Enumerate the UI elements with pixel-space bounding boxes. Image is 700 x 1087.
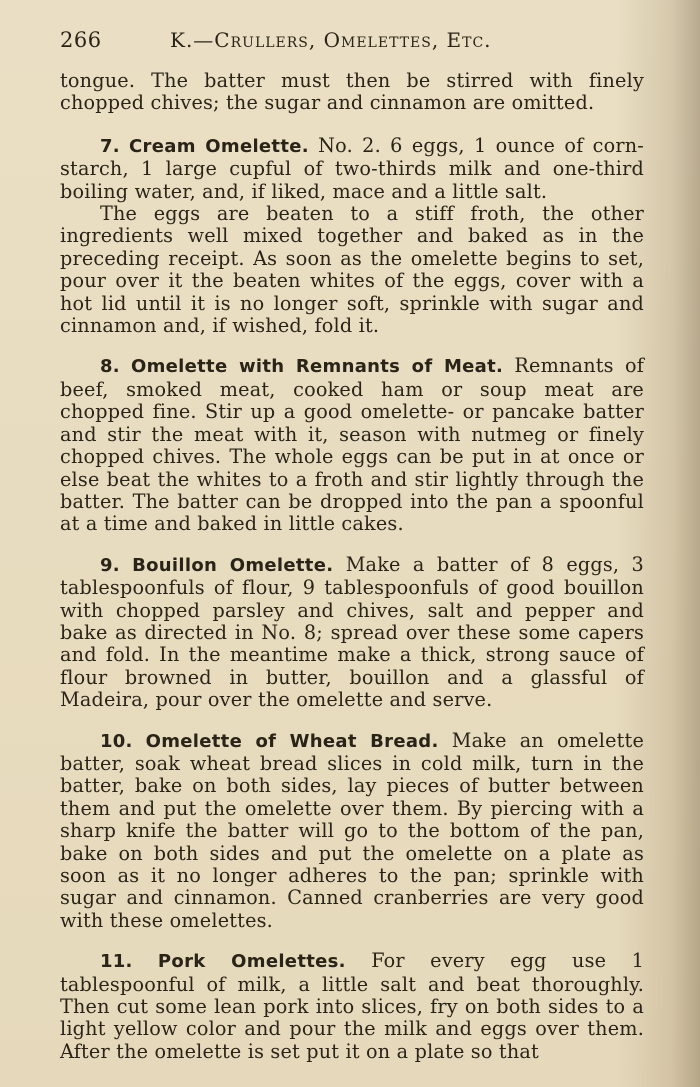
- recipe-7: [60, 135, 644, 338]
- recipe-text: Remnants of beef, smoked meat, cooked ham or soup meat are chopped fine. Stir up a good omelette- or pancake batter and stir the meat with it, season with nutmeg or finely chopped chives. The whole eggs can be put in at once or else beat the whites to a froth and stir lightly through the batter. The batter can be dropped into the pan a spoonful at a time and baked in little cakes.: [60, 354, 644, 536]
- intro-paragraph: tongue. The batter must then be stirred with finely chopped chives; the sugar and cinnamon are omitted.: [60, 69, 644, 115]
- recipe-body: The eggs are beaten to a stiff froth, the other ingredients well mixed together and baked as in the preceding receipt. As soon as the omelette begins to set, pour over it the beaten whites of the eggs, cover with a hot lid until it is no longer soft, sprinkle with sugar and cinnamon and, if wished, fold it.: [60, 202, 644, 338]
- recipe-title: Bouillon Omelette.: [132, 554, 334, 576]
- recipe-lead: [60, 730, 644, 933]
- recipe-lead: [60, 355, 644, 535]
- recipe-text: For every egg use 1 tablespoonful of milk, a little salt and beat thoroughly. Then cut some lean pork into slices, fry on both sides to a light yellow color and pour the milk and eggs over them. After the omelette is set put it on a plate so that: [60, 949, 645, 1063]
- recipe-text: No. 2. 6 eggs, 1 ounce of corn-starch, 1 large cupful of two-thirds milk and one-third boiling water, and, if liked, mace and a little salt.: [60, 133, 644, 203]
- recipe-11: [60, 950, 644, 1063]
- recipe-text: Make a batter of 8 eggs, 3 tablespoonfuls of flour, 9 tablespoonfuls of good bouillon with chopped parsley and chives, salt and pepper and bake as directed in No. 8; spread over these some capers and fold. In the meantime make a thick, strong sauce of flour browned in butter, bouillon and a glassful of Madeira, pour over the omelette and serve.: [60, 552, 644, 712]
- recipe-title: Pork Omelettes.: [157, 951, 346, 973]
- recipe-title: Omelette with Remnants of Meat.: [131, 356, 504, 378]
- recipe-number: 8.: [100, 356, 120, 378]
- recipe-title: Omelette of Wheat Bread.: [145, 730, 439, 752]
- recipe-9: [60, 554, 644, 712]
- page-header: [60, 28, 644, 52]
- recipe-number: 7.: [100, 135, 120, 157]
- running-head: K.—Crullers, Omelettes, Etc.: [170, 28, 492, 52]
- recipe-lead: [60, 950, 644, 1063]
- recipe-8: [60, 355, 644, 535]
- recipe-number: 11.: [100, 951, 133, 973]
- recipe-10: [60, 730, 644, 933]
- recipe-title: Cream Omelette.: [129, 135, 309, 157]
- recipe-number: 10.: [100, 730, 133, 752]
- recipe-lead: [60, 135, 644, 203]
- page-number: 266: [60, 28, 102, 52]
- recipe-text: Make an omelette batter, soak wheat bread slices in cold milk, turn in the batter, bake on both sides, lay pieces of butter between them and put the omelette over them. By piercing with a sharp knife the batter will go to the bottom of the pan, bake on both sides and put the omelette on a plate as soon as it no longer adheres to the pan; sprinkle with sugar and cinnamon. Canned cranberries are very good with these omelettes.: [60, 728, 645, 932]
- recipe-lead: [60, 554, 644, 712]
- recipe-number: 9.: [100, 554, 120, 576]
